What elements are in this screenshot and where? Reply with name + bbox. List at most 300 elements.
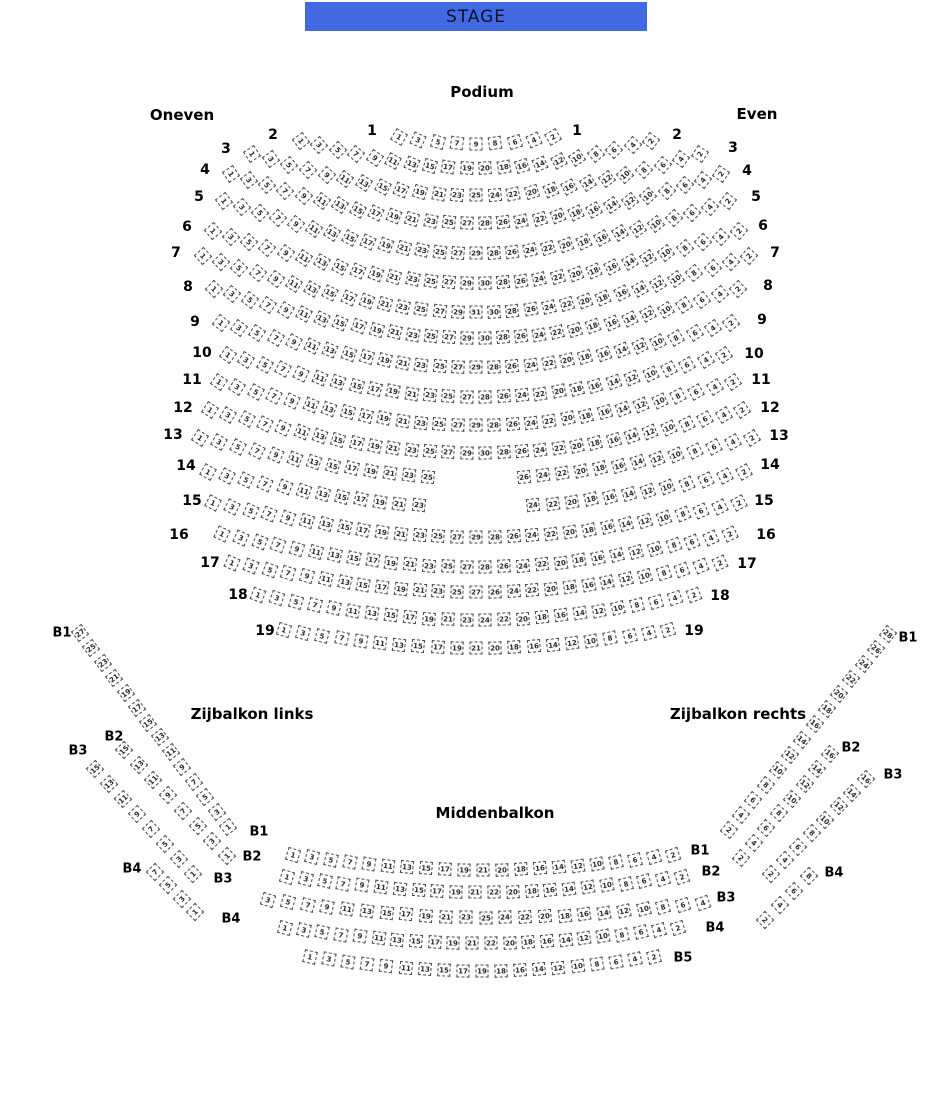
seat-floor-17-12[interactable]: 12 bbox=[618, 572, 634, 588]
seat-floor-18-13[interactable]: 13 bbox=[364, 606, 379, 621]
seat-floor-11-27[interactable]: 27 bbox=[451, 418, 465, 432]
seat-floor-11-1[interactable]: 1 bbox=[210, 373, 228, 391]
seat-floor-2-3[interactable]: 3 bbox=[310, 136, 328, 154]
seat-floor-10-2[interactable]: 2 bbox=[715, 346, 733, 364]
seat-floor-10-17[interactable]: 17 bbox=[367, 381, 383, 397]
seat-floor-6-2[interactable]: 2 bbox=[730, 222, 748, 240]
seat-floor-1-5[interactable]: 5 bbox=[429, 134, 445, 150]
seat-zijbalkon-rechts-B1-16[interactable]: 16 bbox=[805, 715, 823, 733]
seat-floor-19-4[interactable]: 4 bbox=[641, 625, 657, 641]
seat-floor-19-6[interactable]: 6 bbox=[622, 628, 638, 644]
seat-floor-15-21[interactable]: 21 bbox=[393, 526, 408, 541]
seat-floor-10-7[interactable]: 7 bbox=[274, 361, 292, 379]
seat-floor-8-12[interactable]: 12 bbox=[639, 305, 657, 323]
seat-floor-5-12[interactable]: 12 bbox=[629, 220, 647, 238]
seat-floor-14-20[interactable]: 20 bbox=[564, 494, 579, 509]
seat-zijbalkon-links-B3-5[interactable]: 5 bbox=[156, 835, 174, 853]
seat-floor-4-3[interactable]: 3 bbox=[240, 171, 258, 189]
seat-floor-13-3[interactable]: 3 bbox=[210, 433, 228, 451]
seat-floor-3-3[interactable]: 3 bbox=[262, 150, 280, 168]
seat-floor-13-18[interactable]: 18 bbox=[592, 461, 608, 477]
seat-floor-15-29[interactable]: 29 bbox=[470, 531, 483, 544]
seat-floor-1-4[interactable]: 4 bbox=[525, 131, 542, 148]
seat-floor-9-24[interactable]: 24 bbox=[523, 357, 538, 372]
seat-midden-B5-18[interactable]: 18 bbox=[494, 964, 507, 977]
seat-midden-B4-6[interactable]: 6 bbox=[633, 925, 649, 941]
seat-floor-17-7[interactable]: 7 bbox=[280, 565, 296, 581]
seat-zijbalkon-rechts-B1-10[interactable]: 10 bbox=[769, 761, 787, 779]
seat-floor-17-17[interactable]: 17 bbox=[375, 579, 390, 594]
seat-midden-B4-16[interactable]: 16 bbox=[540, 934, 554, 948]
seat-floor-16-22[interactable]: 22 bbox=[535, 557, 549, 571]
seat-floor-14-19[interactable]: 19 bbox=[373, 494, 388, 509]
seat-zijbalkon-rechts-B3-4[interactable]: 4 bbox=[775, 851, 793, 869]
seat-floor-18-21[interactable]: 21 bbox=[441, 613, 455, 627]
seat-floor-13-22[interactable]: 22 bbox=[554, 466, 569, 481]
seat-floor-9-11[interactable]: 11 bbox=[303, 338, 320, 355]
seat-zijbalkon-links-B4-3[interactable]: 3 bbox=[172, 889, 190, 907]
seat-floor-4-20[interactable]: 20 bbox=[549, 208, 566, 225]
seat-floor-14-5[interactable]: 5 bbox=[238, 471, 255, 488]
seat-midden-B1-18[interactable]: 18 bbox=[514, 862, 528, 876]
seat-midden-B4-18[interactable]: 18 bbox=[521, 935, 535, 949]
seat-zijbalkon-rechts-B1-6[interactable]: 6 bbox=[744, 791, 762, 809]
seat-floor-9-9[interactable]: 9 bbox=[285, 333, 303, 351]
seat-floor-4-24[interactable]: 24 bbox=[514, 213, 529, 228]
seat-floor-14-14[interactable]: 14 bbox=[621, 486, 637, 502]
seat-floor-9-5[interactable]: 5 bbox=[248, 324, 266, 342]
seat-floor-5-27[interactable]: 27 bbox=[451, 246, 465, 260]
seat-floor-11-29[interactable]: 29 bbox=[470, 419, 483, 432]
seat-floor-5-15[interactable]: 15 bbox=[341, 229, 359, 247]
seat-floor-17-21[interactable]: 21 bbox=[413, 583, 427, 597]
seat-floor-18-6[interactable]: 6 bbox=[648, 594, 664, 610]
seat-floor-16-7[interactable]: 7 bbox=[270, 537, 287, 554]
seat-floor-5-19[interactable]: 19 bbox=[378, 237, 395, 254]
seat-zijbalkon-links-B1-9[interactable]: 9 bbox=[173, 758, 191, 776]
seat-floor-5-1[interactable]: 1 bbox=[215, 192, 233, 210]
seat-floor-6-25[interactable]: 25 bbox=[423, 274, 438, 289]
seat-floor-12-8[interactable]: 8 bbox=[678, 415, 695, 432]
seat-floor-11-10[interactable]: 10 bbox=[651, 392, 668, 409]
seat-floor-10-16[interactable]: 16 bbox=[587, 377, 603, 393]
seat-floor-2-15[interactable]: 15 bbox=[422, 158, 438, 174]
seat-floor-17-22[interactable]: 22 bbox=[525, 583, 539, 597]
seat-zijbalkon-rechts-B3-14[interactable]: 14 bbox=[843, 783, 861, 801]
seat-zijbalkon-rechts-B1-14[interactable]: 14 bbox=[793, 730, 811, 748]
seat-midden-B5-7[interactable]: 7 bbox=[360, 957, 375, 972]
seat-floor-7-14[interactable]: 14 bbox=[631, 280, 649, 298]
seat-midden-B3-17[interactable]: 17 bbox=[399, 907, 413, 921]
seat-floor-7-16[interactable]: 16 bbox=[613, 285, 631, 303]
seat-midden-B3-3[interactable]: 3 bbox=[260, 892, 276, 908]
seat-floor-6-19[interactable]: 19 bbox=[368, 266, 385, 283]
seat-floor-4-14[interactable]: 14 bbox=[603, 196, 621, 214]
seat-floor-5-7[interactable]: 7 bbox=[269, 209, 287, 227]
seat-floor-12-4[interactable]: 4 bbox=[715, 406, 733, 424]
seat-floor-3-16[interactable]: 16 bbox=[561, 178, 579, 196]
seat-floor-5-6[interactable]: 6 bbox=[683, 203, 701, 221]
seat-zijbalkon-rechts-B1-22[interactable]: 22 bbox=[842, 670, 860, 688]
seat-floor-17-3[interactable]: 3 bbox=[242, 558, 259, 575]
seat-floor-11-6[interactable]: 6 bbox=[687, 383, 705, 401]
seat-floor-10-1[interactable]: 1 bbox=[219, 346, 237, 364]
seat-floor-11-3[interactable]: 3 bbox=[228, 378, 246, 396]
seat-floor-9-2[interactable]: 2 bbox=[722, 314, 740, 332]
seat-floor-11-2[interactable]: 2 bbox=[724, 373, 742, 391]
seat-floor-3-8[interactable]: 8 bbox=[635, 160, 653, 178]
seat-floor-5-24[interactable]: 24 bbox=[522, 242, 538, 258]
seat-floor-18-1[interactable]: 1 bbox=[250, 587, 267, 604]
seat-floor-3-12[interactable]: 12 bbox=[598, 170, 616, 188]
seat-floor-11-5[interactable]: 5 bbox=[247, 383, 265, 401]
seat-floor-3-23[interactable]: 23 bbox=[450, 188, 464, 202]
seat-floor-6-5[interactable]: 5 bbox=[240, 233, 258, 251]
seat-floor-9-20[interactable]: 20 bbox=[559, 352, 575, 368]
seat-floor-14-10[interactable]: 10 bbox=[659, 479, 676, 496]
seat-floor-7-30[interactable]: 30 bbox=[487, 305, 501, 319]
seat-midden-B5-1[interactable]: 1 bbox=[302, 949, 318, 965]
seat-floor-9-27[interactable]: 27 bbox=[451, 360, 465, 374]
seat-midden-B3-18[interactable]: 18 bbox=[557, 908, 572, 923]
seat-floor-19-13[interactable]: 13 bbox=[392, 637, 406, 651]
seat-zijbalkon-rechts-B2-4[interactable]: 4 bbox=[745, 834, 763, 852]
seat-floor-13-17[interactable]: 17 bbox=[344, 461, 360, 477]
seat-midden-B1-9[interactable]: 9 bbox=[361, 856, 376, 871]
seat-floor-12-11[interactable]: 11 bbox=[293, 424, 310, 441]
seat-floor-15-14[interactable]: 14 bbox=[618, 516, 634, 532]
seat-floor-17-1[interactable]: 1 bbox=[223, 554, 240, 571]
seat-floor-15-18[interactable]: 18 bbox=[581, 522, 596, 537]
seat-floor-11-18[interactable]: 18 bbox=[578, 408, 594, 424]
seat-floor-3-1[interactable]: 1 bbox=[243, 145, 261, 163]
seat-midden-B2-15[interactable]: 15 bbox=[412, 883, 426, 897]
seat-floor-15-13[interactable]: 13 bbox=[318, 516, 334, 532]
seat-midden-B2-19[interactable]: 19 bbox=[450, 885, 463, 898]
seat-zijbalkon-links-B1-15[interactable]: 15 bbox=[139, 713, 157, 731]
seat-zijbalkon-rechts-B2-14[interactable]: 14 bbox=[808, 760, 826, 778]
seat-midden-B3-6[interactable]: 6 bbox=[675, 897, 691, 913]
seat-midden-B5-16[interactable]: 16 bbox=[513, 963, 527, 977]
seat-floor-16-6[interactable]: 6 bbox=[684, 533, 701, 550]
seat-floor-3-7[interactable]: 7 bbox=[299, 160, 317, 178]
seat-floor-15-7[interactable]: 7 bbox=[261, 506, 278, 523]
seat-floor-19-2[interactable]: 2 bbox=[660, 622, 676, 638]
seat-floor-15-17[interactable]: 17 bbox=[356, 522, 371, 537]
seat-floor-5-22[interactable]: 22 bbox=[540, 240, 556, 256]
seat-floor-11-21[interactable]: 21 bbox=[395, 413, 410, 428]
seat-floor-9-28[interactable]: 28 bbox=[487, 360, 501, 374]
seat-floor-12-18[interactable]: 18 bbox=[587, 435, 603, 451]
seat-floor-7-18[interactable]: 18 bbox=[595, 289, 612, 306]
seat-floor-8-28[interactable]: 28 bbox=[496, 330, 510, 344]
seat-floor-12-12[interactable]: 12 bbox=[642, 424, 659, 441]
seat-midden-B5-6[interactable]: 6 bbox=[608, 954, 623, 969]
seat-floor-5-17[interactable]: 17 bbox=[359, 233, 376, 250]
seat-midden-B1-7[interactable]: 7 bbox=[342, 854, 357, 869]
seat-floor-10-27[interactable]: 27 bbox=[460, 390, 473, 403]
seat-midden-B2-8[interactable]: 8 bbox=[618, 876, 634, 892]
seat-zijbalkon-rechts-B2-2[interactable]: 2 bbox=[732, 849, 750, 867]
seat-midden-B1-3[interactable]: 3 bbox=[304, 849, 320, 865]
seat-floor-6-18[interactable]: 18 bbox=[585, 262, 602, 279]
seat-floor-19-9[interactable]: 9 bbox=[353, 633, 368, 648]
seat-floor-6-9[interactable]: 9 bbox=[276, 244, 294, 262]
seat-floor-14-9[interactable]: 9 bbox=[276, 479, 293, 496]
seat-floor-19-7[interactable]: 7 bbox=[334, 630, 349, 645]
seat-zijbalkon-links-B3-15[interactable]: 15 bbox=[86, 760, 104, 778]
seat-floor-19-17[interactable]: 17 bbox=[431, 640, 445, 654]
seat-floor-8-11[interactable]: 11 bbox=[295, 305, 313, 323]
seat-floor-17-5[interactable]: 5 bbox=[261, 562, 278, 579]
seat-zijbalkon-links-B3-13[interactable]: 13 bbox=[100, 775, 118, 793]
seat-floor-3-24[interactable]: 24 bbox=[488, 188, 502, 202]
seat-midden-B2-18[interactable]: 18 bbox=[524, 884, 538, 898]
seat-floor-9-18[interactable]: 18 bbox=[577, 349, 593, 365]
seat-floor-14-21[interactable]: 21 bbox=[392, 496, 407, 511]
seat-floor-16-12[interactable]: 12 bbox=[628, 544, 644, 560]
seat-floor-4-5[interactable]: 5 bbox=[258, 176, 276, 194]
seat-zijbalkon-rechts-B1-8[interactable]: 8 bbox=[757, 776, 775, 794]
seat-floor-1-3[interactable]: 3 bbox=[410, 131, 427, 148]
seat-floor-6-13[interactable]: 13 bbox=[313, 254, 331, 272]
seat-floor-9-8[interactable]: 8 bbox=[667, 329, 685, 347]
seat-floor-15-10[interactable]: 10 bbox=[655, 509, 672, 526]
seat-floor-10-9[interactable]: 9 bbox=[293, 365, 310, 382]
seat-floor-12-30[interactable]: 30 bbox=[479, 446, 492, 459]
seat-floor-11-24[interactable]: 24 bbox=[524, 415, 539, 430]
seat-midden-B3-4[interactable]: 4 bbox=[695, 895, 712, 912]
seat-floor-14-17[interactable]: 17 bbox=[353, 492, 369, 508]
seat-floor-7-3[interactable]: 3 bbox=[212, 253, 230, 271]
seat-zijbalkon-rechts-B2-8[interactable]: 8 bbox=[770, 804, 788, 822]
seat-floor-9-15[interactable]: 15 bbox=[340, 346, 357, 363]
seat-zijbalkon-rechts-B3-2[interactable]: 2 bbox=[762, 865, 780, 883]
seat-floor-6-17[interactable]: 17 bbox=[349, 262, 366, 279]
seat-floor-13-15[interactable]: 15 bbox=[325, 457, 341, 473]
seat-floor-6-4[interactable]: 4 bbox=[712, 227, 730, 245]
seat-floor-16-24[interactable]: 24 bbox=[516, 559, 530, 573]
seat-floor-3-18[interactable]: 18 bbox=[542, 181, 559, 198]
seat-floor-18-24[interactable]: 24 bbox=[479, 613, 492, 626]
seat-floor-15-4[interactable]: 4 bbox=[712, 498, 729, 515]
seat-floor-7-17[interactable]: 17 bbox=[340, 289, 357, 306]
seat-floor-8-20[interactable]: 20 bbox=[567, 321, 583, 337]
seat-floor-17-15[interactable]: 15 bbox=[356, 577, 371, 592]
seat-floor-17-18[interactable]: 18 bbox=[562, 579, 577, 594]
seat-floor-11-8[interactable]: 8 bbox=[669, 387, 687, 405]
seat-floor-9-3[interactable]: 3 bbox=[230, 319, 248, 337]
seat-floor-6-7[interactable]: 7 bbox=[258, 238, 276, 256]
seat-midden-B1-16[interactable]: 16 bbox=[533, 861, 547, 875]
seat-midden-B5-12[interactable]: 12 bbox=[551, 961, 565, 975]
seat-midden-B4-2[interactable]: 2 bbox=[670, 920, 686, 936]
seat-floor-12-27[interactable]: 27 bbox=[442, 446, 456, 460]
seat-floor-10-4[interactable]: 4 bbox=[697, 351, 715, 369]
seat-floor-14-13[interactable]: 13 bbox=[315, 486, 331, 502]
seat-midden-B2-7[interactable]: 7 bbox=[336, 876, 351, 891]
seat-floor-3-17[interactable]: 17 bbox=[393, 181, 410, 198]
seat-floor-15-22[interactable]: 22 bbox=[544, 526, 559, 541]
seat-floor-10-13[interactable]: 13 bbox=[330, 374, 347, 391]
seat-floor-3-4[interactable]: 4 bbox=[672, 150, 690, 168]
seat-floor-8-24[interactable]: 24 bbox=[532, 327, 547, 342]
seat-floor-7-15[interactable]: 15 bbox=[322, 285, 340, 303]
seat-floor-11-28[interactable]: 28 bbox=[488, 418, 502, 432]
seat-floor-4-12[interactable]: 12 bbox=[621, 192, 639, 210]
seat-floor-8-8[interactable]: 8 bbox=[675, 296, 693, 314]
seat-floor-6-15[interactable]: 15 bbox=[331, 258, 349, 276]
seat-floor-10-23[interactable]: 23 bbox=[423, 388, 437, 402]
seat-floor-1-1[interactable]: 1 bbox=[390, 128, 408, 146]
seat-midden-B1-21[interactable]: 21 bbox=[476, 863, 489, 876]
seat-floor-6-23[interactable]: 23 bbox=[405, 271, 421, 287]
seat-floor-10-21[interactable]: 21 bbox=[404, 386, 419, 401]
seat-midden-B3-22[interactable]: 22 bbox=[518, 910, 532, 924]
seat-floor-17-8[interactable]: 8 bbox=[655, 565, 671, 581]
seat-floor-3-22[interactable]: 22 bbox=[506, 186, 521, 201]
seat-floor-15-8[interactable]: 8 bbox=[674, 506, 691, 523]
seat-floor-15-3[interactable]: 3 bbox=[223, 498, 240, 515]
seat-floor-13-8[interactable]: 8 bbox=[686, 442, 703, 459]
seat-floor-15-6[interactable]: 6 bbox=[693, 502, 710, 519]
seat-floor-12-3[interactable]: 3 bbox=[219, 406, 237, 424]
seat-midden-B3-21[interactable]: 21 bbox=[439, 910, 453, 924]
seat-floor-3-11[interactable]: 11 bbox=[336, 170, 354, 188]
seat-floor-5-3[interactable]: 3 bbox=[233, 198, 251, 216]
seat-floor-16-15[interactable]: 15 bbox=[346, 550, 362, 566]
seat-floor-2-18[interactable]: 18 bbox=[496, 160, 511, 175]
seat-floor-8-14[interactable]: 14 bbox=[621, 310, 638, 327]
seat-zijbalkon-links-B2-13[interactable]: 13 bbox=[130, 756, 148, 774]
seat-floor-14-12[interactable]: 12 bbox=[640, 482, 657, 499]
seat-floor-2-5[interactable]: 5 bbox=[329, 141, 347, 159]
seat-floor-13-2[interactable]: 2 bbox=[743, 429, 761, 447]
seat-floor-18-20[interactable]: 20 bbox=[516, 612, 530, 626]
seat-midden-B4-3[interactable]: 3 bbox=[296, 922, 312, 938]
seat-floor-12-14[interactable]: 14 bbox=[624, 428, 641, 445]
seat-floor-13-7[interactable]: 7 bbox=[248, 442, 265, 459]
seat-floor-17-19[interactable]: 19 bbox=[394, 581, 409, 596]
seat-floor-13-19[interactable]: 19 bbox=[364, 463, 380, 479]
seat-floor-17-14[interactable]: 14 bbox=[600, 574, 616, 590]
seat-floor-11-9[interactable]: 9 bbox=[284, 392, 301, 409]
seat-midden-B4-1[interactable]: 1 bbox=[277, 920, 293, 936]
seat-floor-7-24[interactable]: 24 bbox=[541, 299, 557, 315]
seat-floor-3-2[interactable]: 2 bbox=[691, 145, 709, 163]
seat-floor-19-14[interactable]: 14 bbox=[546, 637, 560, 651]
seat-floor-5-13[interactable]: 13 bbox=[323, 224, 341, 242]
seat-floor-7-10[interactable]: 10 bbox=[667, 270, 685, 288]
seat-floor-13-26[interactable]: 26 bbox=[516, 469, 530, 483]
seat-floor-5-23[interactable]: 23 bbox=[414, 242, 430, 258]
seat-floor-5-29[interactable]: 29 bbox=[470, 247, 483, 260]
seat-floor-8-2[interactable]: 2 bbox=[729, 280, 747, 298]
seat-floor-7-5[interactable]: 5 bbox=[230, 258, 248, 276]
seat-floor-5-10[interactable]: 10 bbox=[647, 214, 665, 232]
seat-floor-18-19[interactable]: 19 bbox=[422, 612, 436, 626]
seat-midden-B4-12[interactable]: 12 bbox=[577, 931, 592, 946]
seat-floor-13-10[interactable]: 10 bbox=[667, 446, 684, 463]
seat-floor-9-10[interactable]: 10 bbox=[649, 333, 667, 351]
seat-floor-10-15[interactable]: 15 bbox=[348, 377, 364, 393]
seat-floor-14-1[interactable]: 1 bbox=[199, 463, 217, 481]
seat-floor-16-13[interactable]: 13 bbox=[327, 547, 343, 563]
seat-floor-5-5[interactable]: 5 bbox=[251, 203, 269, 221]
seat-midden-B5-3[interactable]: 3 bbox=[321, 952, 336, 967]
seat-floor-8-15[interactable]: 15 bbox=[332, 314, 349, 331]
seat-zijbalkon-links-B1-1[interactable]: 1 bbox=[219, 818, 237, 836]
seat-floor-11-23[interactable]: 23 bbox=[414, 415, 429, 430]
seat-zijbalkon-rechts-B3-16[interactable]: 16 bbox=[857, 770, 875, 788]
seat-floor-15-24[interactable]: 24 bbox=[525, 528, 539, 542]
seat-midden-B4-7[interactable]: 7 bbox=[334, 927, 349, 942]
seat-floor-6-22[interactable]: 22 bbox=[549, 269, 565, 285]
seat-floor-8-25[interactable]: 25 bbox=[423, 329, 438, 344]
seat-floor-10-6[interactable]: 6 bbox=[678, 356, 696, 374]
seat-floor-8-19[interactable]: 19 bbox=[368, 321, 384, 337]
seat-floor-6-14[interactable]: 14 bbox=[621, 254, 639, 272]
seat-midden-B1-14[interactable]: 14 bbox=[552, 860, 567, 875]
seat-floor-3-10[interactable]: 10 bbox=[616, 165, 634, 183]
seat-midden-B4-22[interactable]: 22 bbox=[484, 936, 497, 949]
seat-midden-B2-11[interactable]: 11 bbox=[374, 880, 389, 895]
seat-floor-2-7[interactable]: 7 bbox=[347, 145, 365, 163]
seat-floor-13-5[interactable]: 5 bbox=[229, 438, 247, 456]
seat-midden-B3-16[interactable]: 16 bbox=[577, 907, 592, 922]
seat-midden-B1-10[interactable]: 10 bbox=[589, 856, 604, 871]
seat-floor-17-9[interactable]: 9 bbox=[299, 568, 315, 584]
seat-zijbalkon-rechts-B1-2[interactable]: 2 bbox=[720, 821, 738, 839]
seat-floor-7-8[interactable]: 8 bbox=[685, 264, 703, 282]
seat-floor-12-9[interactable]: 9 bbox=[275, 419, 292, 436]
seat-floor-10-3[interactable]: 3 bbox=[237, 351, 255, 369]
seat-floor-4-1[interactable]: 1 bbox=[222, 165, 240, 183]
seat-floor-12-6[interactable]: 6 bbox=[696, 410, 714, 428]
seat-floor-13-1[interactable]: 1 bbox=[191, 429, 209, 447]
seat-floor-8-29[interactable]: 29 bbox=[460, 331, 473, 344]
seat-floor-11-22[interactable]: 22 bbox=[542, 413, 557, 428]
seat-midden-B2-13[interactable]: 13 bbox=[393, 881, 407, 895]
seat-floor-12-2[interactable]: 2 bbox=[733, 401, 751, 419]
seat-floor-1-7[interactable]: 7 bbox=[449, 136, 464, 151]
seat-zijbalkon-links-B4-1[interactable]: 1 bbox=[186, 903, 204, 921]
seat-floor-19-1[interactable]: 1 bbox=[276, 622, 292, 638]
seat-zijbalkon-links-B1-11[interactable]: 11 bbox=[162, 743, 180, 761]
seat-floor-10-19[interactable]: 19 bbox=[386, 384, 401, 399]
seat-floor-2-1[interactable]: 1 bbox=[292, 132, 310, 150]
seat-floor-15-28[interactable]: 28 bbox=[488, 530, 501, 543]
seat-floor-10-14[interactable]: 14 bbox=[605, 374, 622, 391]
seat-midden-B2-5[interactable]: 5 bbox=[317, 874, 333, 890]
seat-floor-4-9[interactable]: 9 bbox=[294, 187, 312, 205]
seat-floor-11-4[interactable]: 4 bbox=[706, 378, 724, 396]
seat-floor-2-20[interactable]: 20 bbox=[478, 161, 492, 175]
seat-floor-8-10[interactable]: 10 bbox=[657, 301, 675, 319]
seat-floor-7-12[interactable]: 12 bbox=[649, 275, 667, 293]
seat-midden-B2-3[interactable]: 3 bbox=[298, 871, 314, 887]
seat-floor-12-15[interactable]: 15 bbox=[330, 431, 346, 447]
seat-floor-11-20[interactable]: 20 bbox=[560, 411, 576, 427]
seat-floor-19-18[interactable]: 18 bbox=[508, 640, 522, 654]
seat-midden-B1-6[interactable]: 6 bbox=[627, 852, 643, 868]
seat-floor-8-13[interactable]: 13 bbox=[314, 310, 331, 327]
seat-floor-8-5[interactable]: 5 bbox=[241, 290, 259, 308]
seat-floor-6-29[interactable]: 29 bbox=[460, 276, 473, 289]
seat-floor-6-1[interactable]: 1 bbox=[204, 222, 222, 240]
seat-floor-4-18[interactable]: 18 bbox=[567, 205, 584, 222]
seat-floor-16-19[interactable]: 19 bbox=[384, 555, 399, 570]
